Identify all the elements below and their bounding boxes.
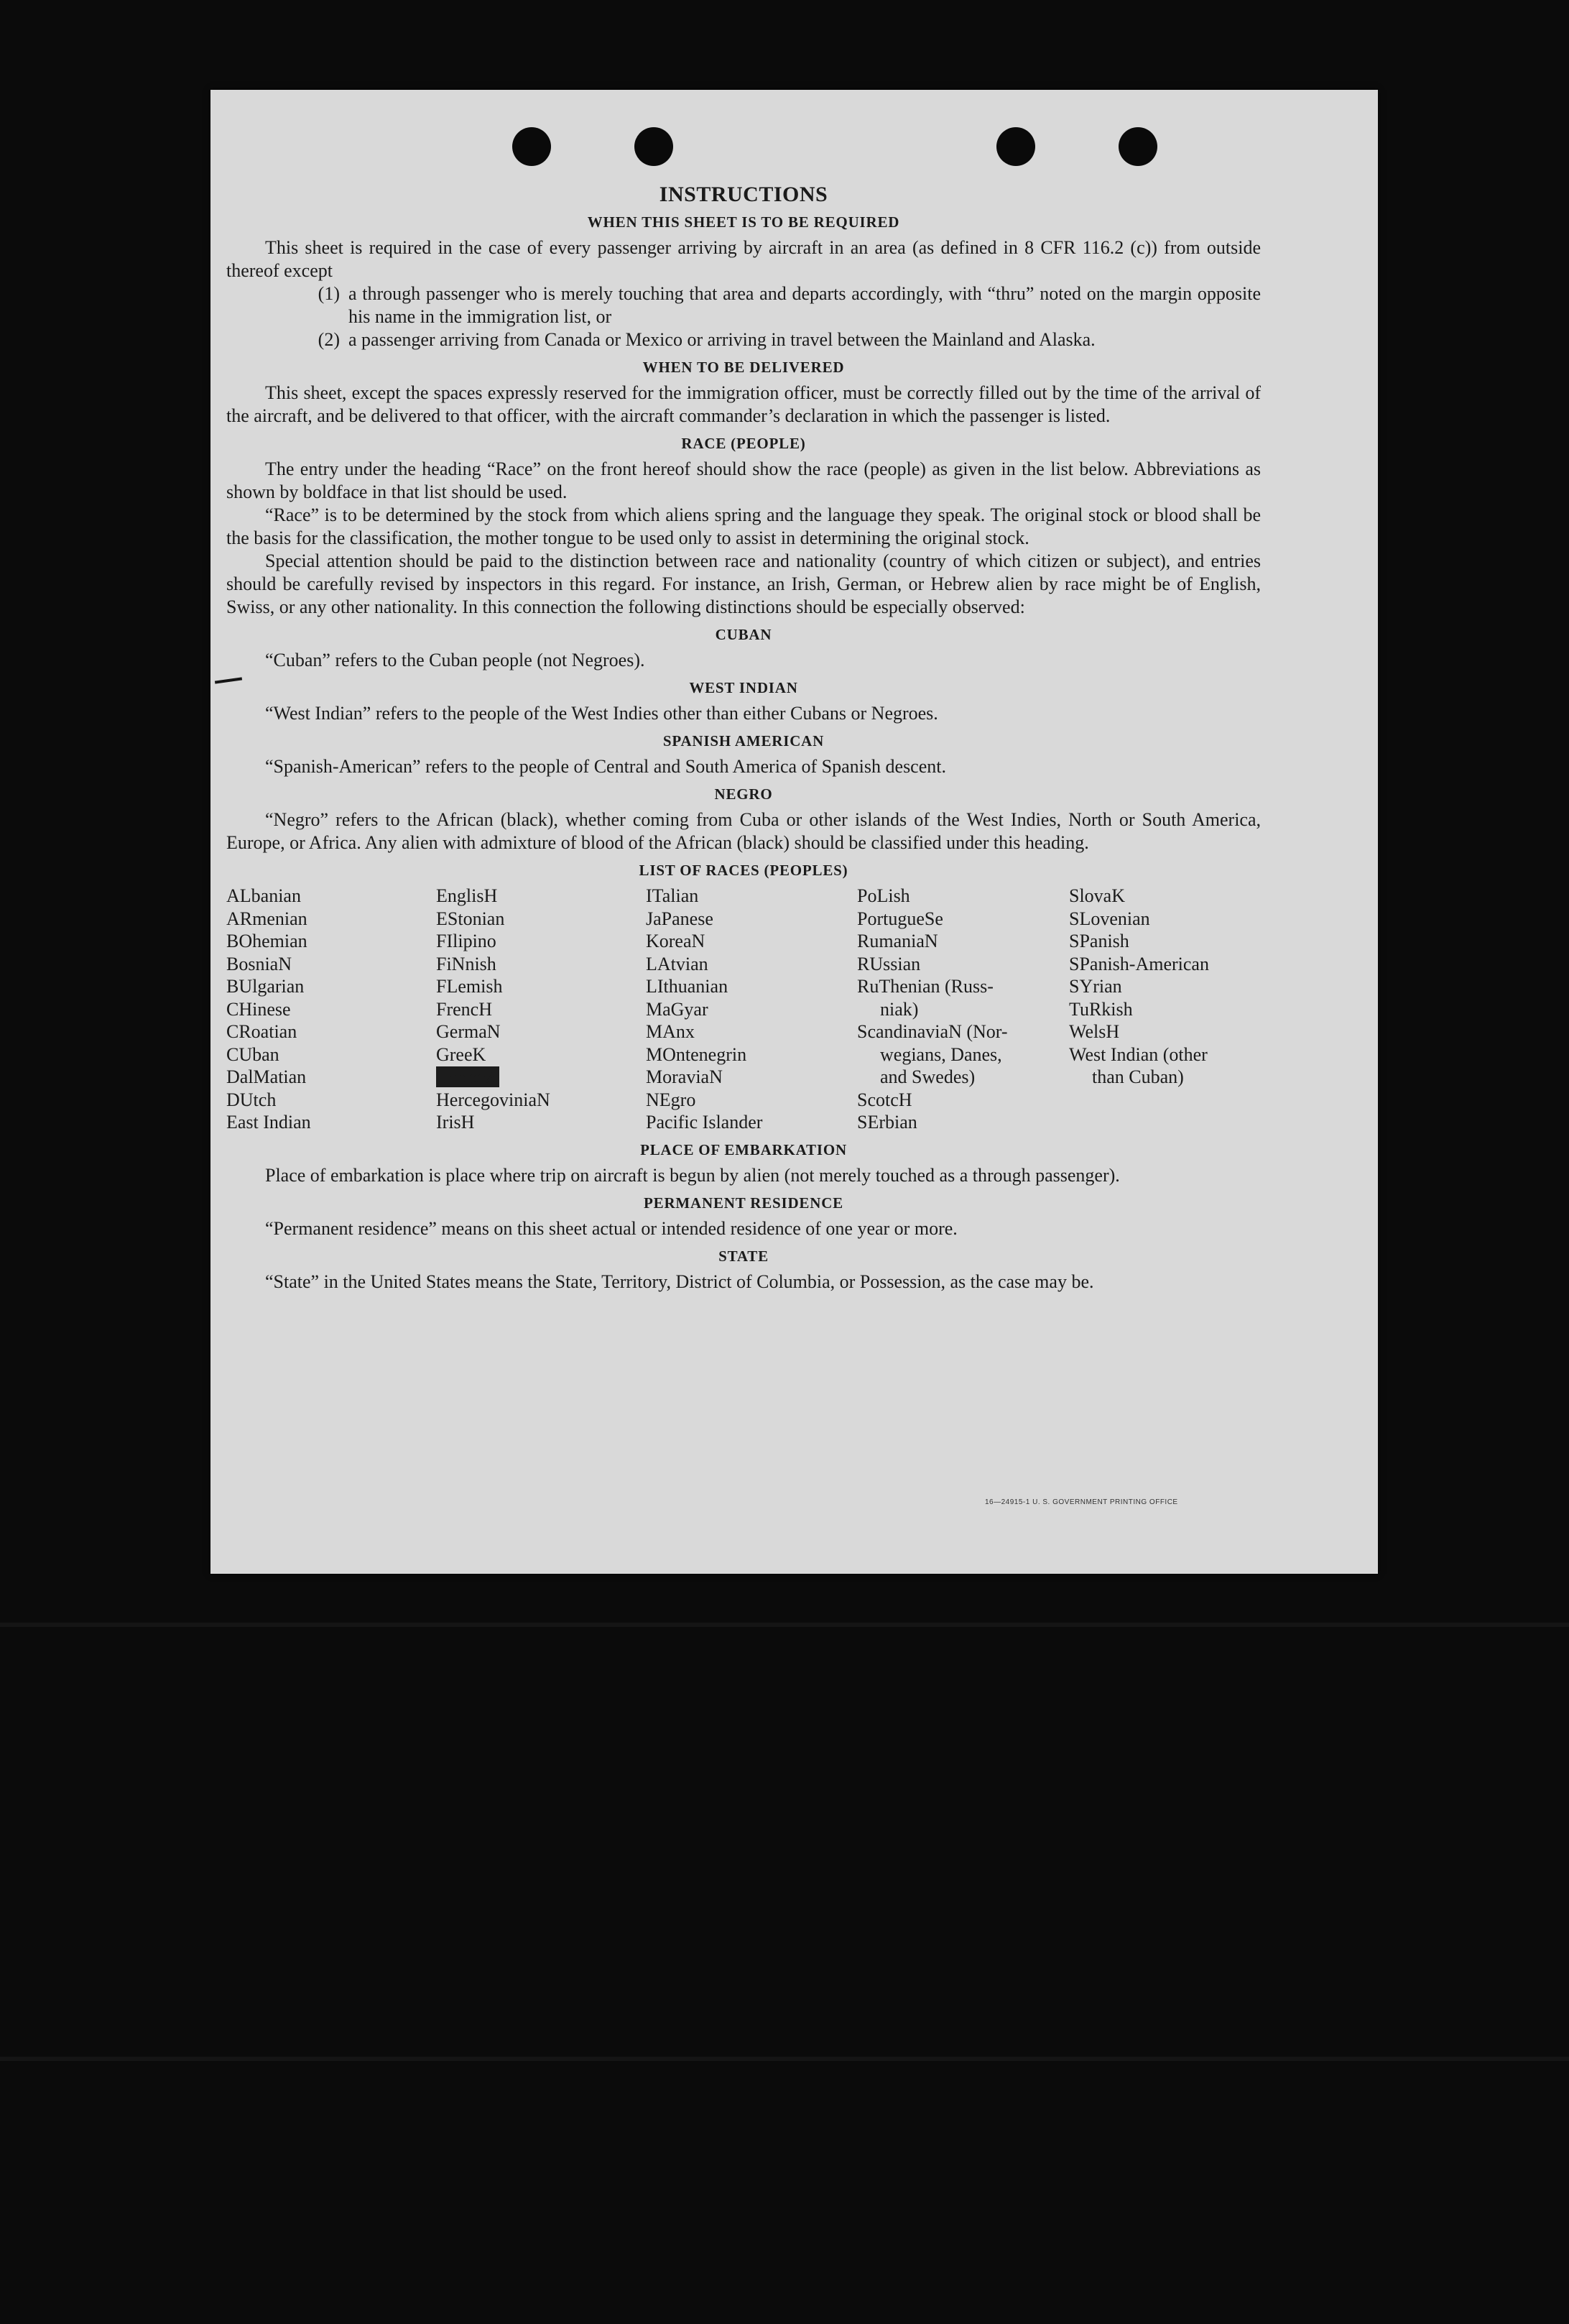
- heading-cuban: CUBAN: [715, 626, 772, 643]
- paragraph-cuban: “Cuban” refers to the Cuban people (not Negroes).: [265, 650, 645, 670]
- race-entry: SPanish-American: [1069, 953, 1209, 974]
- race-entry: MAnx: [646, 1021, 695, 1042]
- document-sheet: [210, 90, 1378, 1574]
- race-entry: SPanish: [1069, 931, 1129, 951]
- paragraph-when-required: This sheet is required in the case of every passenger arriving by aircraft in an area (as defined in 8 CFR 116.2 (c)) from outside thereof except: [226, 237, 1261, 281]
- heading-negro: NEGRO: [714, 785, 773, 803]
- race-entry: ALbanian: [226, 885, 301, 906]
- paragraph-spanish-american: “Spanish-American” refers to the people of Central and South America of Spanish descent.: [265, 756, 946, 777]
- race-entry: SLovenian: [1069, 908, 1150, 929]
- race-entry: ScotcH: [857, 1089, 912, 1110]
- paragraph-race-definition: “Race” is to be determined by the stock from which aliens spring and the language they speak. The original stock or blood shall be the basis for the classification, the mother tongue to be used only to assist in determining the original stock.: [226, 504, 1261, 548]
- race-entry: JaPanese: [646, 908, 713, 929]
- race-entry: BUlgarian: [226, 976, 305, 997]
- paragraph-race-nationality: Special attention should be paid to the distinction between race and nationality (country of which citizen or subject), and entries should be carefully revised by inspectors in this regard. For instance, an Irish, German, or Hebrew alien by race might be of English, Swiss, or any other nationality. In this connection the following distinctions should be especially observed:: [226, 550, 1261, 617]
- race-entry: TuRkish: [1069, 998, 1133, 1020]
- race-entry: EnglisH: [436, 885, 498, 906]
- race-entry: CHinese: [226, 998, 291, 1020]
- race-entry: CRoatian: [226, 1021, 297, 1042]
- punch-hole: [512, 127, 551, 166]
- race-entry: FiNnish: [436, 953, 496, 974]
- race-entry: LIthuanian: [646, 976, 728, 997]
- race-entry: GermaN: [436, 1021, 501, 1042]
- exception-item: [226, 282, 1261, 328]
- race-entry: HercegoviniaN: [436, 1089, 550, 1110]
- race-entry: SYrian: [1069, 976, 1122, 997]
- race-entry: MOntenegrin: [646, 1043, 747, 1065]
- races-table: [226, 885, 1261, 1134]
- race-entry: ScandinaviaN (Nor-: [857, 1021, 1008, 1042]
- race-entry: PoLish: [857, 885, 910, 906]
- races-column-2: [436, 885, 646, 1134]
- race-entry: SlovaK: [1069, 885, 1125, 906]
- heading-when-delivered: WHEN TO BE DELIVERED: [642, 359, 845, 376]
- paragraph-negro: “Negro” refers to the African (black), whether coming from Cuba or other islands of the West Indies, North or South America, Europe, or Africa. Any alien with admixture of blood of the African (black) should be classified under this heading.: [226, 809, 1261, 853]
- paragraph-embarkation: Place of embarkation is place where trip on aircraft is begun by alien (not merely touched as a through passenger).: [265, 1164, 1120, 1186]
- race-entry-continued: niak): [880, 998, 919, 1020]
- race-entry: ARmenian: [226, 908, 307, 929]
- exception-item: [226, 328, 1261, 351]
- heading-state: STATE: [718, 1247, 769, 1265]
- race-entry: DUtch: [226, 1089, 277, 1110]
- race-entry: RUssian: [857, 953, 921, 974]
- film-edge-band: [0, 1623, 1569, 1627]
- race-entry: MaGyar: [646, 998, 708, 1020]
- punch-hole: [634, 127, 673, 166]
- punch-hole: [1119, 127, 1157, 166]
- race-entry: IrisH: [436, 1112, 475, 1133]
- paragraph-when-delivered: This sheet, except the spaces expressly reserved for the immigration officer, must be correctly filled out by the time of the arrival of the aircraft, and be delivered to that officer, with the aircraft commander’s declaration in which the passenger is listed.: [226, 382, 1261, 426]
- race-entry-continued: than Cuban): [1092, 1066, 1184, 1087]
- exception-number: (1): [318, 283, 340, 304]
- exception-text: a through passenger who is merely touching that area and departs accordingly, with “thru” noted on the margin opposite his name in the immigration list, or: [348, 283, 1261, 327]
- race-entry: SErbian: [857, 1112, 917, 1133]
- film-edge-band: [0, 2057, 1569, 2061]
- exception-text: a passenger arriving from Canada or Mexico or arriving in travel between the Mainland and Alaska.: [348, 329, 1096, 350]
- race-entry: FLemish: [436, 976, 503, 997]
- heading-west-indian: WEST INDIAN: [689, 679, 798, 696]
- race-entry-struck-text: HebreW: [436, 1066, 500, 1087]
- paragraph-permanent-residence: “Permanent residence” means on this sheet actual or intended residence of one year or more.: [265, 1217, 958, 1239]
- race-entry: ITalian: [646, 885, 699, 906]
- heading-race: RACE (PEOPLE): [681, 435, 806, 452]
- races-column-4: [857, 885, 1069, 1134]
- race-entry: MoraviaN: [646, 1066, 723, 1087]
- race-entry-continued: and Swedes): [880, 1066, 976, 1087]
- heading-list-of-races: LIST OF RACES (PEOPLES): [639, 862, 848, 879]
- race-entry: FIlipino: [436, 931, 496, 951]
- heading-when-required: WHEN THIS SHEET IS TO BE REQUIRED: [587, 213, 900, 231]
- race-entry: BOhemian: [226, 931, 307, 951]
- race-entry: West Indian (other: [1069, 1043, 1208, 1065]
- heading-spanish-american: SPANISH AMERICAN: [662, 732, 825, 750]
- page-title: INSTRUCTIONS: [659, 183, 828, 206]
- race-entry: LAtvian: [646, 953, 708, 974]
- race-entry: NEgro: [646, 1089, 696, 1110]
- race-entry: Pacific Islander: [646, 1112, 763, 1133]
- race-entry: East Indian: [226, 1112, 311, 1133]
- punch-hole: [996, 127, 1035, 166]
- races-column-3: [646, 885, 857, 1134]
- race-entry-struck-out: [436, 1066, 646, 1089]
- printing-office-code: 16—24915-1 U. S. GOVERNMENT PRINTING OFFICE: [985, 1498, 1178, 1506]
- race-entry: RumaniaN: [857, 931, 938, 951]
- paragraph-state: “State” in the United States means the State, Territory, District of Columbia, or Possession, as the case may be.: [265, 1271, 1094, 1292]
- paragraph-west-indian: “West Indian” refers to the people of the West Indies other than either Cubans or Negroes.: [265, 703, 938, 724]
- race-entry: FrencH: [436, 998, 492, 1020]
- race-entry-continued: wegians, Danes,: [880, 1043, 1002, 1065]
- race-entry: RuThenian (Russ-: [857, 976, 994, 997]
- race-entry: DalMatian: [226, 1066, 307, 1087]
- race-entry: EStonian: [436, 908, 505, 929]
- exception-number: (2): [318, 329, 340, 350]
- instructions-body: [226, 183, 1261, 1294]
- race-entry: PortugueSe: [857, 908, 943, 929]
- race-entry: GreeK: [436, 1043, 486, 1065]
- race-entry: KoreaN: [646, 931, 705, 951]
- races-column-5: [1069, 885, 1261, 1134]
- race-entry: BosniaN: [226, 953, 292, 974]
- paragraph-race-entry: The entry under the heading “Race” on the front hereof should show the race (people) as given in the list below. Abbreviations as shown by boldface in that list should be used.: [226, 458, 1261, 502]
- races-column-1: [226, 885, 436, 1134]
- heading-permanent-residence: PERMANENT RESIDENCE: [644, 1194, 843, 1212]
- race-entry: CUban: [226, 1043, 279, 1065]
- heading-embarkation: PLACE OF EMBARKATION: [640, 1140, 847, 1158]
- race-entry: WelsH: [1069, 1021, 1120, 1042]
